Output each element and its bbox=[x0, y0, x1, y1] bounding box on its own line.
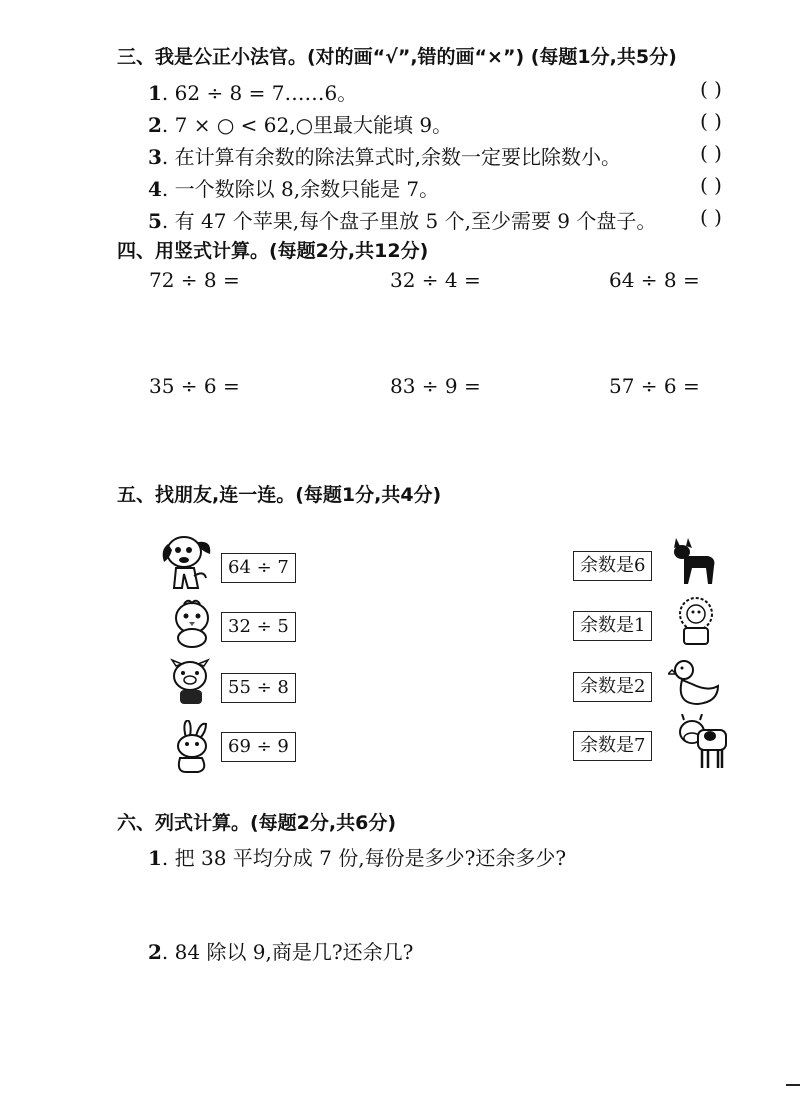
item-number: 2 bbox=[148, 113, 162, 137]
section6-header: 六、列式计算。(每题2分,共6分) bbox=[117, 812, 397, 834]
section3-header: 三、我是公正小法官。(对的画“√”,错的画“×”) (每题1分,共5分) bbox=[117, 46, 677, 68]
answer-blank-3[interactable]: ( ) bbox=[700, 141, 722, 165]
division-problem: 32 ÷ 4 = bbox=[390, 268, 481, 292]
item-text: . 7 × ○ < 62,○里最大能填 9。 bbox=[161, 113, 453, 137]
item-text: . 62 ÷ 8 = 7……6。 bbox=[161, 81, 358, 105]
page-edge-mark bbox=[786, 1084, 800, 1086]
s3-item-2 bbox=[148, 109, 452, 138]
answer-blank-2[interactable]: ( ) bbox=[700, 109, 722, 133]
cow-icon bbox=[672, 714, 728, 770]
division-problem: 64 ÷ 8 = bbox=[609, 268, 700, 292]
pig-icon bbox=[168, 658, 216, 708]
answer-blank-1[interactable]: ( ) bbox=[700, 77, 722, 101]
item-text: . 把 38 平均分成 7 份,每份是多少?还余多少? bbox=[161, 846, 567, 870]
item-number: 1 bbox=[148, 81, 162, 105]
item-text: . 一个数除以 8,余数只能是 7。 bbox=[161, 177, 440, 201]
section4-header: 四、用竖式计算。(每题2分,共12分) bbox=[117, 240, 429, 262]
answer-blank-4[interactable]: ( ) bbox=[700, 173, 722, 197]
dog-icon bbox=[158, 530, 216, 592]
item-number: 4 bbox=[148, 177, 162, 201]
item-text: . 有 47 个苹果,每个盘子里放 5 个,至少需要 9 个盘子。 bbox=[161, 209, 657, 233]
s3-item-5 bbox=[148, 205, 656, 234]
right-remainder-box[interactable]: 余数是2 bbox=[573, 672, 652, 702]
s6-item-1 bbox=[148, 842, 566, 871]
item-number: 5 bbox=[148, 209, 162, 233]
item-text: . 在计算有余数的除法算式时,余数一定要比除数小。 bbox=[161, 145, 621, 169]
duck-icon bbox=[668, 656, 722, 710]
section5-header: 五、找朋友,连一连。(每题1分,共4分) bbox=[117, 484, 442, 506]
s3-item-1 bbox=[148, 77, 357, 106]
s6-item-2 bbox=[148, 936, 413, 965]
item-number: 3 bbox=[148, 145, 162, 169]
right-remainder-box[interactable]: 余数是1 bbox=[573, 611, 652, 641]
right-remainder-box[interactable]: 余数是7 bbox=[573, 731, 652, 761]
left-expression-box[interactable]: 69 ÷ 9 bbox=[221, 732, 296, 762]
s3-item-4 bbox=[148, 173, 439, 202]
left-expression-box[interactable]: 32 ÷ 5 bbox=[221, 612, 296, 642]
deer-icon bbox=[668, 536, 720, 586]
answer-blank-5[interactable]: ( ) bbox=[700, 205, 722, 229]
s3-item-3 bbox=[148, 141, 621, 170]
chick-icon bbox=[170, 598, 214, 648]
division-problem: 35 ÷ 6 = bbox=[149, 374, 240, 398]
division-problem: 57 ÷ 6 = bbox=[609, 374, 700, 398]
item-number: 1 bbox=[148, 846, 162, 870]
lion-icon bbox=[672, 596, 722, 646]
rabbit-icon bbox=[168, 720, 216, 776]
left-expression-box[interactable]: 55 ÷ 8 bbox=[221, 673, 296, 703]
division-problem: 72 ÷ 8 = bbox=[149, 268, 240, 292]
item-text: . 84 除以 9,商是几?还余几? bbox=[161, 940, 414, 964]
division-problem: 83 ÷ 9 = bbox=[390, 374, 481, 398]
item-number: 2 bbox=[148, 940, 162, 964]
left-expression-box[interactable]: 64 ÷ 7 bbox=[221, 553, 296, 583]
right-remainder-box[interactable]: 余数是6 bbox=[573, 551, 652, 581]
